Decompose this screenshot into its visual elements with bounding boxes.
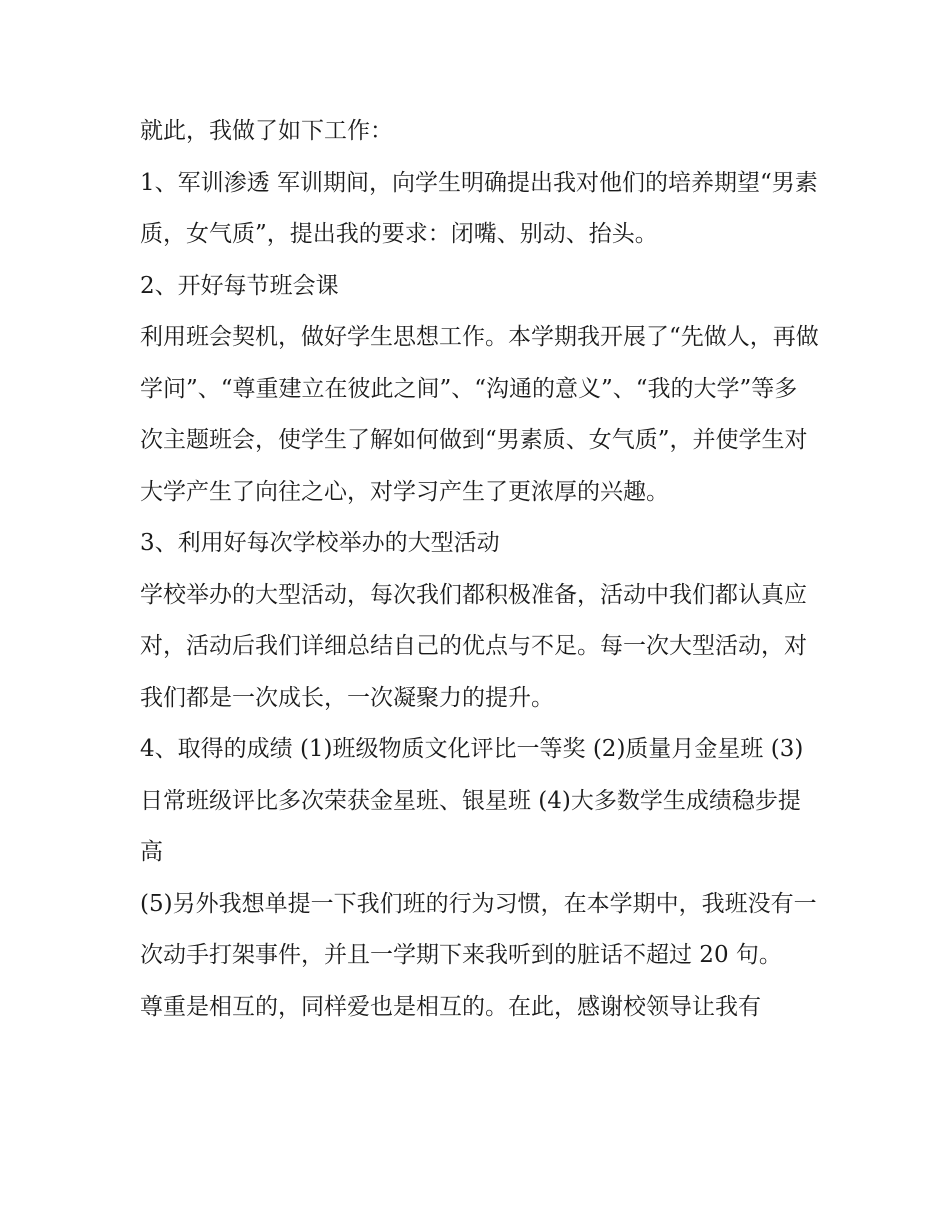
paragraph-item-1-military-training: 1、军训渗透 军训期间，向学生明确提出我对他们的培养期望“男素质，女气质”，提出我的要求：闭嘴、别动、抬头。: [140, 169, 818, 247]
paragraph-behavior-habits: (5)另外我想单提一下我们班的行为习惯，在本学期中，我班没有一次动手打架事件，并且一学期下来我听到的脏话不超过 20 句。: [140, 890, 817, 968]
paragraph-item-4-achievements: 4、取得的成绩 (1)班级物质文化评比一等奖 (2)质量月金星班 (3)日常班级评比多次荣获金星班、银星班 (4)大多数学生成绩稳步提高: [140, 736, 804, 865]
paragraph-item-2-heading: 2、开好每节班会课: [140, 272, 339, 299]
paragraph-item-3-heading: 3、利用好每次学校举办的大型活动: [140, 530, 500, 556]
document-body: [140, 106, 820, 1033]
paragraph-closing: 尊重是相互的，同样爱也是相互的。在此，感谢校领导让我有: [140, 993, 761, 1020]
paragraph-school-activities: 学校举办的大型活动，每次我们都积极准备，活动中我们都认真应对，活动后我们详细总结自己的优点与不足。每一次大型活动，对我们都是一次成长，一次凝聚力的提升。: [140, 581, 807, 711]
paragraph-class-meetings: 利用班会契机，做好学生思想工作。本学期我开展了“先做人，再做学问”、“尊重建立在彼此之间”、“沟通的意义”、“我的大学”等多次主题班会，使学生了解如何做到“男素质、女气质”，并使学生对大学产生了向往之心，对学习产生了更浓厚的兴趣。: [140, 324, 819, 505]
paragraph-intro: 就此，我做了如下工作：: [140, 118, 393, 144]
